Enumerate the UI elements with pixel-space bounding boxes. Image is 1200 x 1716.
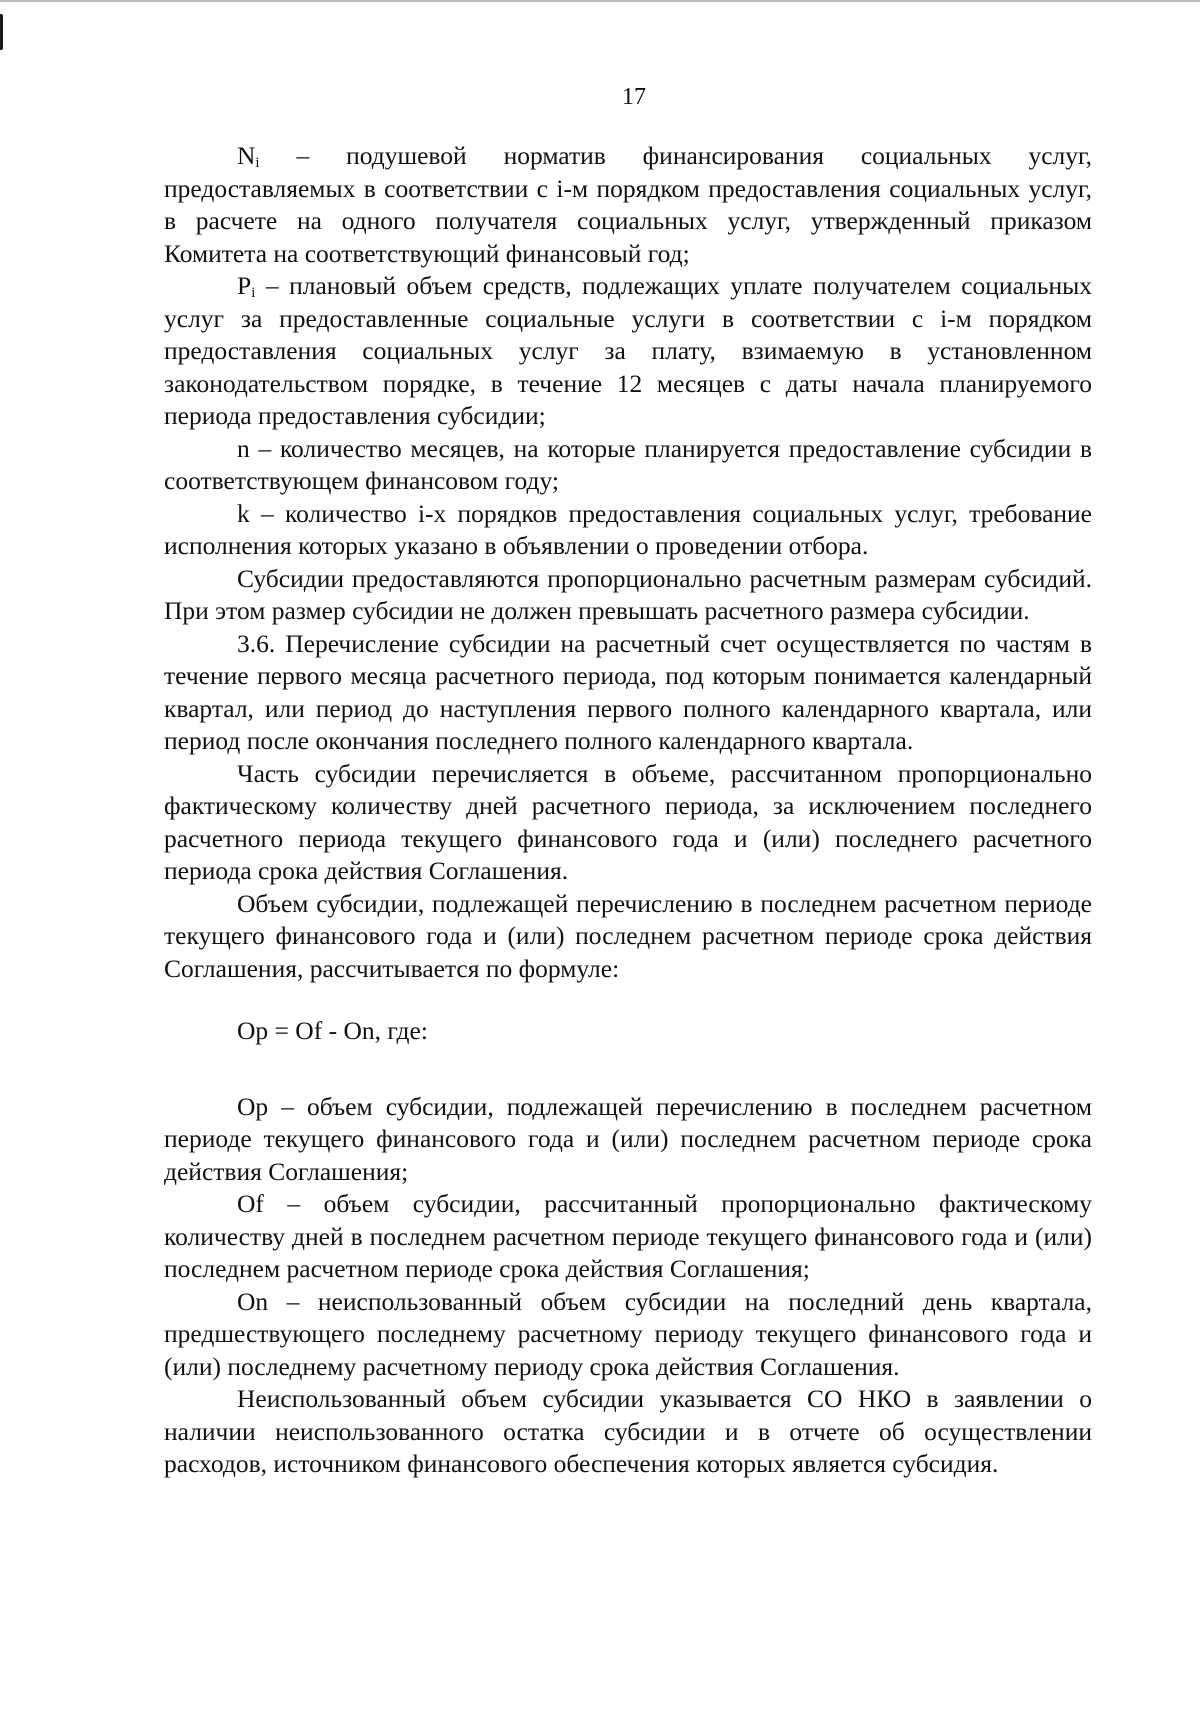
pi-definition-text: – плановый объем средств, подлежащих уплате получателем социальных услуг за предоставленные социальные услуги в соответствии с i-м порядком предоставления социальных услуг за плату, взимаемую в установленном законодательством порядке, в течение 12 месяцев с даты начала планируемого периода предоставления субсидии; <box>164 271 1092 430</box>
paragraph-unused-volume: Неиспользованный объем субсидии указывается СО НКО в заявлении о наличии неиспользованного остатка субсидии и в отчете об осуществлении расходов, источником финансового обеспечения которых является субсидия. <box>164 1384 1092 1478</box>
paragraph-ni-definition <box>164 140 1092 270</box>
paragraph-pi-definition <box>164 270 1092 433</box>
ni-definition-text: – подушевой норматив финансирования социальных услуг, предоставляемых в соответствии с i-м порядком предоставления социальных услуг, в расчете на одного получателя социальных услуг, утвержденный приказом Комитета на соответствующий финансовый год; <box>164 141 1092 268</box>
paragraph-n-definition: n – количество месяцев, на которые планируется предоставление субсидии в соответствующем финансовом году; <box>164 433 1092 495</box>
scan-edge-mark <box>0 14 3 50</box>
pi-symbol: P <box>237 271 252 300</box>
paragraph-proportional: Субсидии предоставляются пропорционально расчетным размерам субсидий. При этом размер субсидии не должен превышать расчетного размера субсидии. <box>164 563 1092 625</box>
formula: Op = Of - On, где: <box>237 1016 428 1045</box>
paragraph-of-definition: Of – объем субсидии, рассчитанный пропорционально фактическому количеству дней в последнем расчетном периоде текущего финансового года и (или) последнем расчетном периоде срока действия Соглашения; <box>164 1189 1092 1283</box>
page-body <box>164 140 1092 1481</box>
paragraph-on-definition: On – неиспользованный объем субсидии на последний день квартала, предшествующего последнему расчетному периоду текущего финансового года и (или) последнему расчетному периоду срока действия Соглашения. <box>164 1286 1092 1381</box>
paragraph-part-transfer: Часть субсидии перечисляется в объеме, рассчитанном пропорционально фактическому количеству дней расчетного периода, за исключением последнего расчетного периода текущего финансового года и (или) последнего расчетного периода срока действия Соглашения. <box>164 758 1092 885</box>
ni-subscript: i <box>255 155 260 171</box>
paragraph-k-definition: k – количество i-х порядков предоставления социальных услуг, требование исполнения которых указано в объявлении о проведении отбора. <box>164 498 1092 560</box>
page-number: 17 <box>622 84 646 110</box>
scan-top-rule <box>0 0 1200 2</box>
paragraph-op-definition: Op – объем субсидии, подлежащей перечислению в последнем расчетном периоде текущего финансового года и (или) последнем расчетном периоде срока действия Соглашения; <box>164 1091 1092 1186</box>
pi-subscript: i <box>251 285 256 301</box>
paragraph-volume-formula-intro: Объем субсидии, подлежащей перечислению в последнем расчетном периоде текущего финансового года и (или) последнем расчетном периоде срока действия Соглашения, рассчитывается по формуле: <box>164 888 1092 983</box>
ni-symbol: N <box>237 141 256 170</box>
paragraph-3-6: 3.6. Перечисление субсидии на расчетный счет осуществляется по частям в течение первого месяца расчетного периода, под которым понимается календарный квартал, или период до наступления первого полного календарного квартала, или период после окончания последнего полного календарного квартала. <box>164 628 1092 755</box>
